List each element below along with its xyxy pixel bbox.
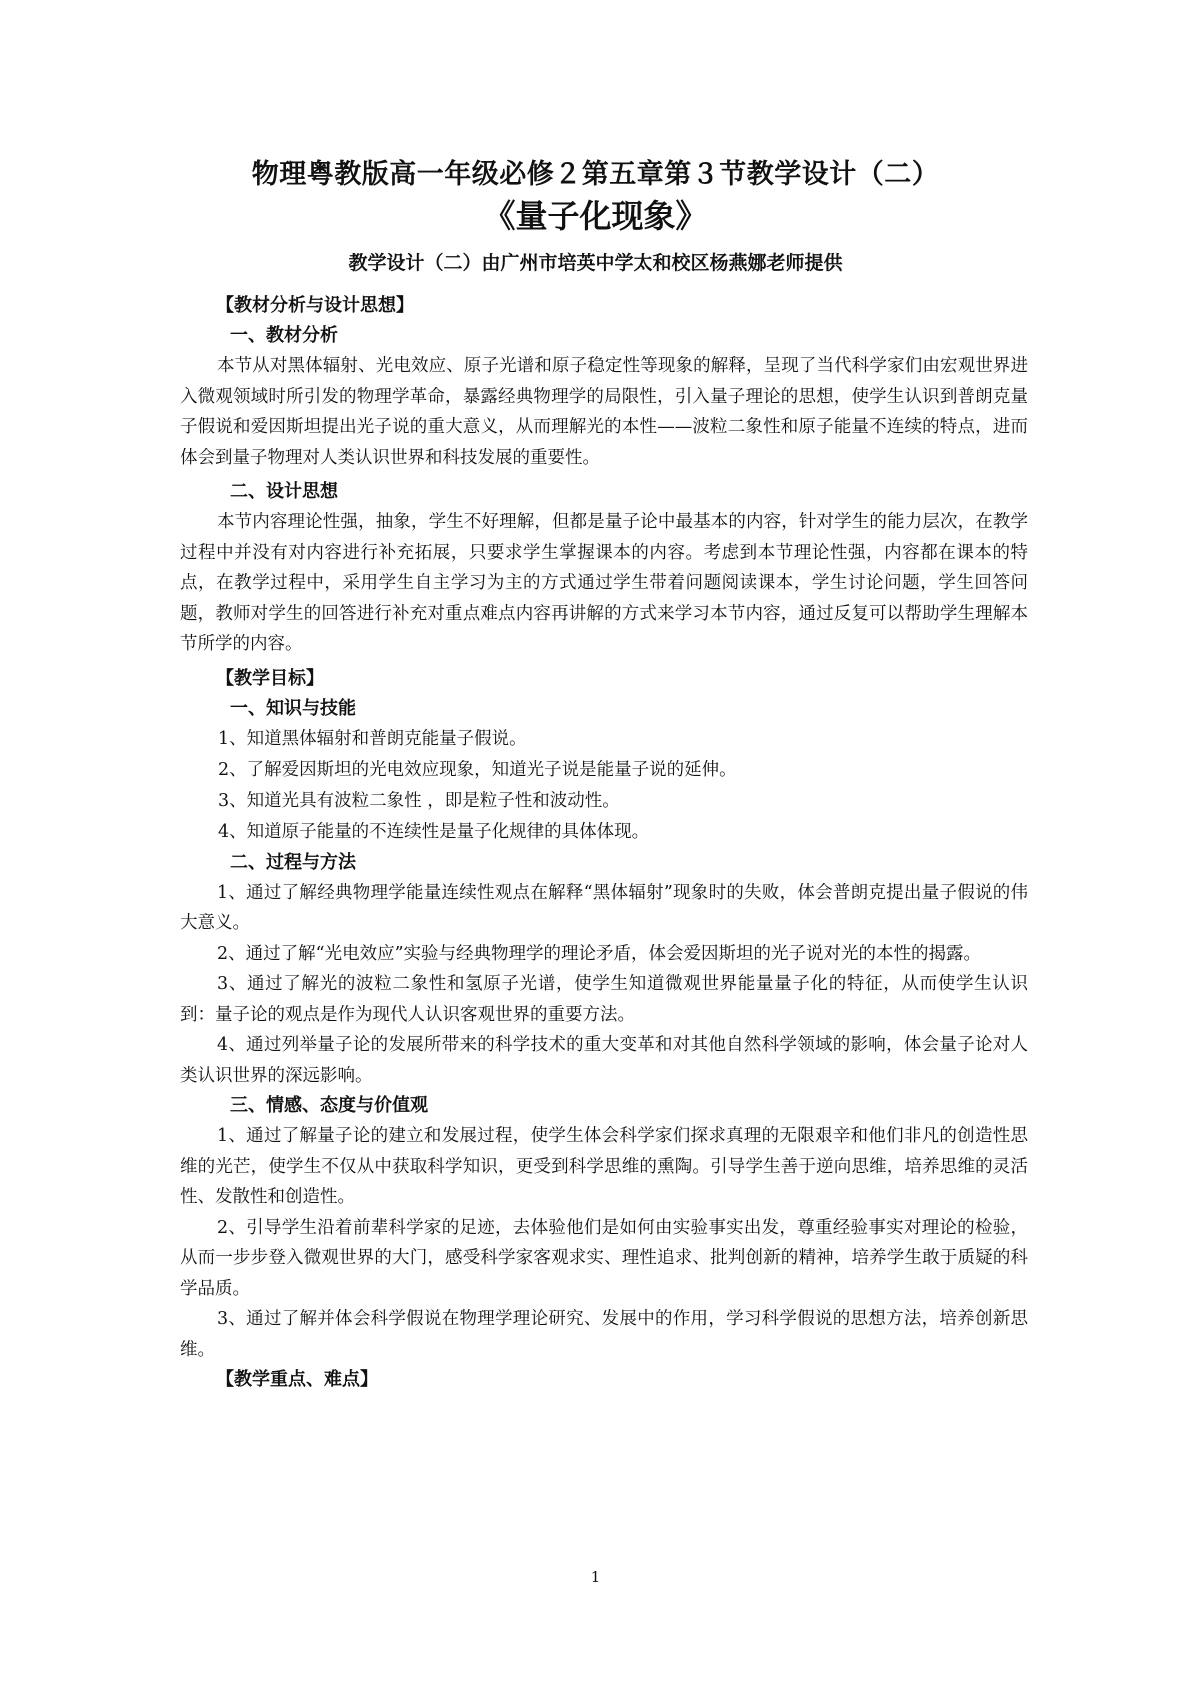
list-item: 2、通过了解“光电效应”实验与经典物理学的理论矛盾，体会爱因斯坦的光子说对光的本性的揭露。 [217,943,982,964]
list-item: 4、知道原子能量的不连续性是量子化规律的具体体现。 [218,821,650,842]
list-item: 4、通过列举量子论的发展所带来的科学技术的重大变革和对其他自然科学领域的影响，体会量子论对人类认识世界的深远影响。 [180,1035,1028,1086]
list-item: 1、知道黑体辐射和普朗克能量子假说。 [218,728,527,749]
subheading-values: 三、情感、态度与价值观 [230,1095,428,1116]
subheading-textbook-analysis: 一、教材分析 [230,325,338,346]
document-title: 物理粤教版高一年级必修２第五章第３节教学设计（二） [251,159,940,190]
list-item: 1、通过了解量子论的建立和发展过程，使学生体会科学家们探求真理的无限艰辛和他们非凡的创造性思维的光芒，使学生不仅从中获取科学知识，更受到科学思维的熏陶。引导学生善于逆向思维，培养思维的灵活性、发散性和创造性。 [180,1126,1028,1207]
paragraph-textbook-analysis: 本节从对黑体辐射、光电效应、原子光谱和原子稳定性等现象的解释，呈现了当代科学家们由宏观世界进入微观领域时所引发的物理学革命，暴露经典物理学的局限性，引入量子理论的思想，使学生认识到普朗克量子假说和爱因斯坦提出光子说的重大意义，从而理解光的本性——波粒二象性和原子能量不连续的特点，进而体会到量子物理对人类认识世界和科技发展的重要性。 [180,356,1028,468]
list-item: 3、知道光具有波粒二象性 ，即是粒子性和波动性。 [218,790,620,811]
subheading-design-idea: 二、设计思想 [230,481,338,502]
list-item: 3、通过了解光的波粒二象性和氢原子光谱，使学生知道微观世界能量量子化的特征，从而使学生认识到：量子论的观点是作为现代人认识客观世界的重要方法。 [180,974,1028,1025]
document-body [180,291,1028,1395]
list-item: 3、通过了解并体会科学假说在物理学理论研究、发展中的作用，学习科学假说的思想方法，培养创新思维。 [180,1309,1028,1360]
paragraph-design-idea: 本节内容理论性强，抽象，学生不好理解，但都是量子论中最基本的内容，针对学生的能力层次，在教学过程中并没有对内容进行补充拓展，只要求学生掌握课本的内容。考虑到本节理论性强，内容都在课本的特点，在教学过程中，采用学生自主学习为主的方式通过学生带着问题阅读课本，学生讨论问题，学生回答问题，教师对学生的回答进行补充对重点难点内容再讲解的方式来学习本节内容，通过反复可以帮助学生理解本节所学的内容。 [180,512,1028,654]
document-subtitle: 教学设计（二）由广州市培英中学太和校区杨燕娜老师提供 [348,252,843,274]
list-item: 2、引导学生沿着前辈科学家的足迹，去体验他们是如何由实验事实出发，尊重经验事实对理论的检验，从而一步步登入微观世界的大门，感受科学家客观求实、理性追求、批判创新的精神，培养学生敢于质疑的科学品质。 [180,1217,1028,1299]
list-item: 2、了解爱因斯坦的光电效应现象，知道光子说是能量子说的延伸。 [218,759,737,780]
page-number: 1 [590,1568,601,1586]
document-title-lesson: 《量子化现象》 [483,197,708,235]
list-item: 1、通过了解经典物理学能量连续性观点在解释“黑体辐射”现象时的失败，体会普朗克提出量子假说的伟大意义。 [180,882,1028,933]
subheading-process-method: 二、过程与方法 [230,851,356,873]
section-heading-analysis-design: 【教材分析与设计思想】 [216,295,414,316]
subheading-knowledge-skills: 一、知识与技能 [230,697,356,719]
section-heading-objectives: 【教学目标】 [216,667,324,689]
section-heading-key-points: 【教学重点、难点】 [216,1369,378,1390]
